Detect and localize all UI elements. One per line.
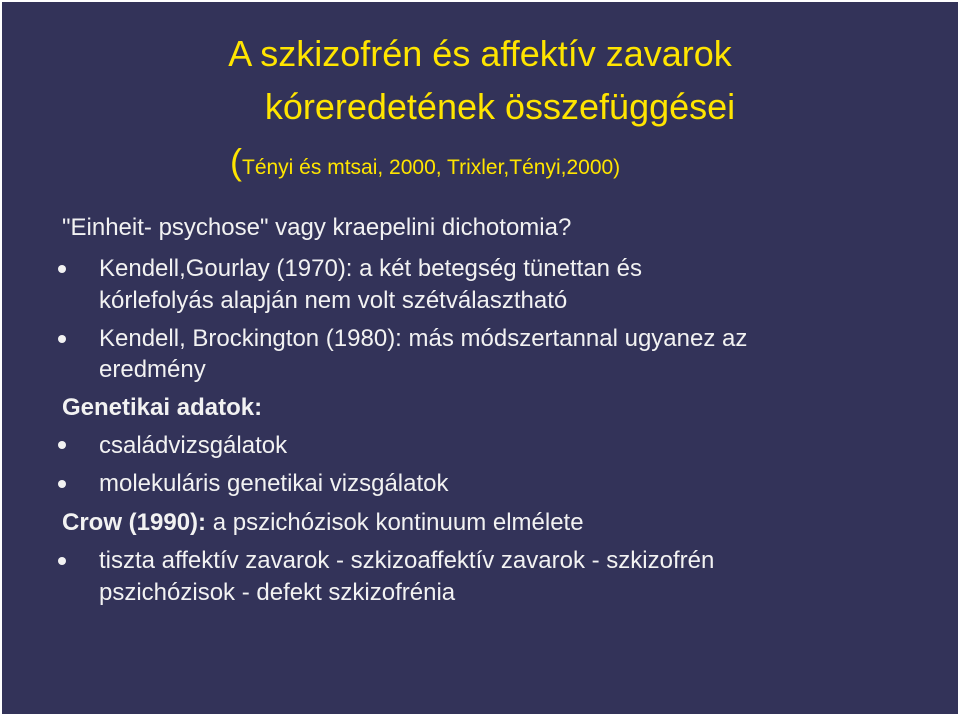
bullet-kendell-gourlay-line-1: Kendell,Gourlay (1970): a két betegség tünettan és bbox=[99, 255, 643, 282]
slide-subtitle bbox=[230, 142, 620, 182]
bullet-kontinuum-line-2: pszichózisok - defekt szkizofrénia bbox=[99, 579, 456, 606]
bullet-icon bbox=[58, 441, 68, 451]
bullet-csaladvizsgalatok: családvizsgálatok bbox=[99, 432, 288, 459]
bullet-icon bbox=[58, 480, 68, 490]
subtitle-open-paren: ( bbox=[230, 141, 242, 182]
slide-title-line-2: kóreredetének összefüggései bbox=[264, 86, 736, 127]
bullet-kendell-gourlay-line-2: kórlefolyás alapján nem volt szétválasztható bbox=[99, 287, 568, 314]
bullet-kendell-brockington-line-2: eredmény bbox=[99, 356, 206, 383]
bullet-icon bbox=[58, 335, 68, 345]
heading-crow bbox=[62, 507, 584, 538]
subtitle-references: Tényi és mtsai, 2000, Trixler,Tényi,2000) bbox=[242, 156, 621, 179]
heading-crow-text: a pszichózisok kontinuum elmélete bbox=[206, 509, 584, 536]
heading-crow-citation: Crow (1990): bbox=[62, 509, 207, 536]
slide-title-line-1: A szkizofrén és affektív zavarok bbox=[228, 33, 732, 74]
slide bbox=[2, 2, 958, 714]
bullet-icon bbox=[58, 265, 68, 275]
bullet-molekularis: molekuláris genetikai vizsgálatok bbox=[99, 470, 449, 497]
bullet-icon bbox=[58, 557, 68, 567]
heading-einheitspsychose: "Einheit- psychose" vagy kraepelini dichotomia? bbox=[62, 214, 572, 241]
heading-genetikai-adatok: Genetikai adatok: bbox=[62, 394, 263, 421]
bullet-kontinuum-line-1: tiszta affektív zavarok - szkizoaffektív zavarok - szkizofrén bbox=[99, 547, 715, 574]
bullet-kendell-brockington-line-1: Kendell, Brockington (1980): más módszertannal ugyanez az bbox=[99, 325, 748, 352]
